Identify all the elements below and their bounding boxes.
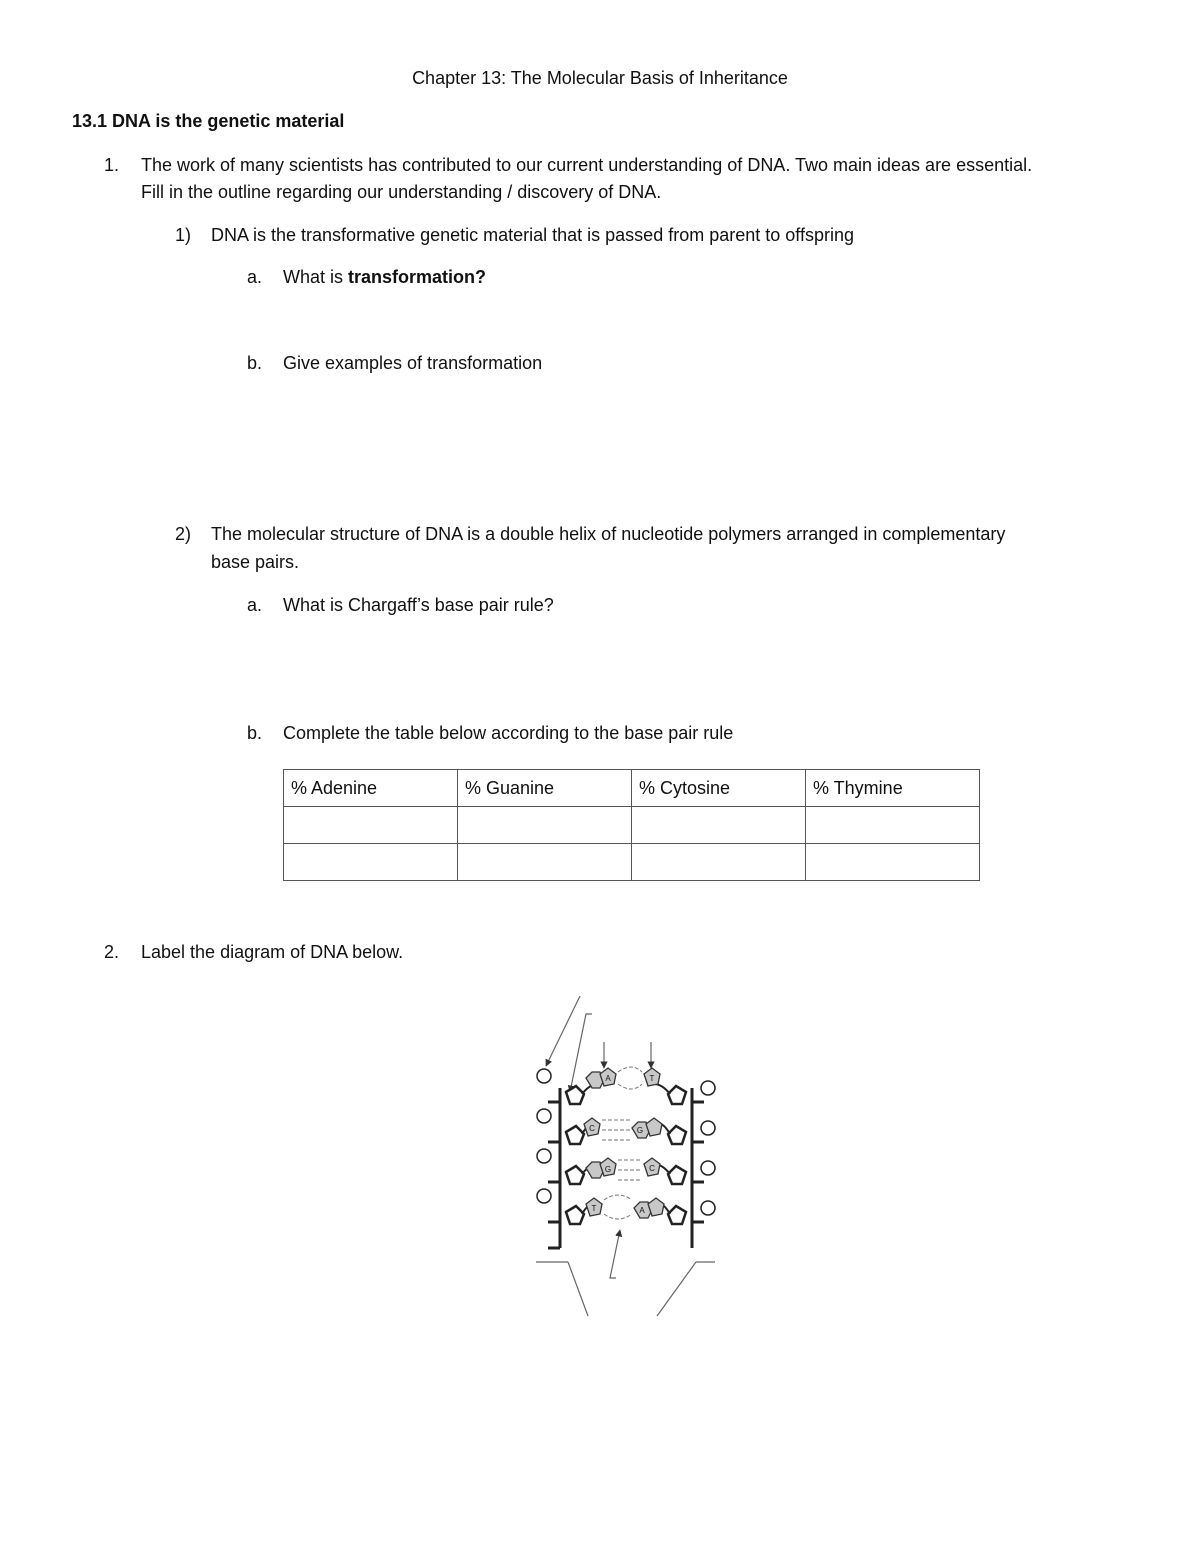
sugar-icon bbox=[566, 1126, 584, 1144]
pointer-line bbox=[546, 996, 580, 1066]
base-pair bbox=[586, 1067, 660, 1089]
table-header-row bbox=[284, 770, 980, 807]
sugar-icon bbox=[668, 1206, 686, 1224]
header-thymine: % Thymine bbox=[806, 770, 980, 807]
phosphate-icon bbox=[701, 1121, 715, 1135]
label-pointers bbox=[536, 996, 715, 1316]
table-row bbox=[284, 844, 980, 881]
question-2-number: 2. bbox=[104, 942, 120, 962]
header-cytosine: % Cytosine bbox=[632, 770, 806, 807]
section-heading: 13.1 DNA is the genetic material bbox=[72, 111, 345, 131]
pointer-line bbox=[568, 1262, 588, 1316]
glycosidic-bonds bbox=[582, 1084, 670, 1214]
table-cell[interactable] bbox=[632, 844, 806, 881]
idea-1-number: 1) bbox=[175, 225, 192, 245]
header-guanine: % Guanine bbox=[458, 770, 632, 807]
sugar-icon bbox=[668, 1126, 686, 1144]
table-row bbox=[284, 807, 980, 844]
pointer-line bbox=[610, 1230, 620, 1278]
table-cell[interactable] bbox=[284, 807, 458, 844]
phosphate-icon bbox=[701, 1201, 715, 1215]
base-letter: G bbox=[636, 1126, 644, 1135]
idea-1b-text: Give examples of transformation bbox=[283, 353, 543, 373]
base-letter: G bbox=[604, 1165, 612, 1174]
idea-1a-bold: transformation? bbox=[348, 267, 487, 287]
hydrogen-bond bbox=[604, 1195, 632, 1219]
idea-1a-prefix: What is bbox=[283, 267, 349, 287]
idea-2-text-line2: base pairs. bbox=[211, 552, 300, 572]
hydrogen-bond bbox=[602, 1120, 630, 1140]
page-title: Chapter 13: The Molecular Basis of Inheritance bbox=[412, 68, 788, 88]
phosphate-icon bbox=[537, 1149, 551, 1163]
sugar-icon bbox=[566, 1086, 584, 1104]
sugar-icon bbox=[668, 1166, 686, 1184]
idea-1b-letter: b. bbox=[247, 353, 263, 373]
idea-1a-question bbox=[283, 267, 486, 288]
idea-2b-text: Complete the table below according to the base pair rule bbox=[283, 723, 734, 743]
question-2-text: Label the diagram of DNA below. bbox=[141, 942, 404, 962]
table-cell[interactable] bbox=[458, 844, 632, 881]
table-cell[interactable] bbox=[284, 844, 458, 881]
phosphate-icon bbox=[701, 1161, 715, 1175]
sugar-icon bbox=[566, 1206, 584, 1224]
table-cell[interactable] bbox=[806, 807, 980, 844]
base-letter: A bbox=[605, 1074, 611, 1083]
base-letter: T bbox=[591, 1204, 597, 1213]
hydrogen-bond bbox=[618, 1067, 642, 1089]
base-letter: A bbox=[639, 1206, 645, 1215]
question-1-number: 1. bbox=[104, 155, 120, 175]
base-letter: C bbox=[589, 1124, 595, 1133]
base-pair bbox=[586, 1158, 660, 1180]
idea-2a-letter: a. bbox=[247, 595, 263, 615]
phosphate-icon bbox=[537, 1189, 551, 1203]
phosphate-icon bbox=[701, 1081, 715, 1095]
sugar-icon bbox=[668, 1086, 686, 1104]
base-letter: C bbox=[649, 1164, 655, 1173]
idea-1-text: DNA is the transformative genetic material that is passed from parent to offspring bbox=[211, 225, 854, 245]
pointer-line bbox=[657, 1262, 696, 1316]
table-cell[interactable] bbox=[806, 844, 980, 881]
hydrogen-bond bbox=[618, 1160, 642, 1180]
idea-2-number: 2) bbox=[175, 524, 192, 544]
base-pair bbox=[586, 1195, 664, 1219]
phosphate-icon bbox=[537, 1069, 551, 1083]
question-1-text-line1: The work of many scientists has contributed to our current understanding of DNA. Two main ideas are essential. bbox=[141, 155, 1033, 175]
table-cell[interactable] bbox=[458, 807, 632, 844]
base-pair bbox=[584, 1118, 662, 1140]
question-1-text-line2: Fill in the outline regarding our understanding / discovery of DNA. bbox=[141, 182, 662, 202]
base-letter: T bbox=[649, 1074, 655, 1083]
idea-2a-text: What is Chargaff’s base pair rule? bbox=[283, 595, 554, 615]
idea-2-text-line1: The molecular structure of DNA is a double helix of nucleotide polymers arranged in complementary bbox=[211, 524, 1006, 544]
header-adenine: % Adenine bbox=[284, 770, 458, 807]
dna-diagram bbox=[520, 990, 740, 1330]
idea-1a-letter: a. bbox=[247, 267, 263, 287]
base-pair-table bbox=[283, 769, 980, 881]
phosphate-icon bbox=[537, 1109, 551, 1123]
table-cell[interactable] bbox=[632, 807, 806, 844]
idea-2b-letter: b. bbox=[247, 723, 263, 743]
sugar-icon bbox=[566, 1166, 584, 1184]
sugars bbox=[566, 1086, 686, 1224]
